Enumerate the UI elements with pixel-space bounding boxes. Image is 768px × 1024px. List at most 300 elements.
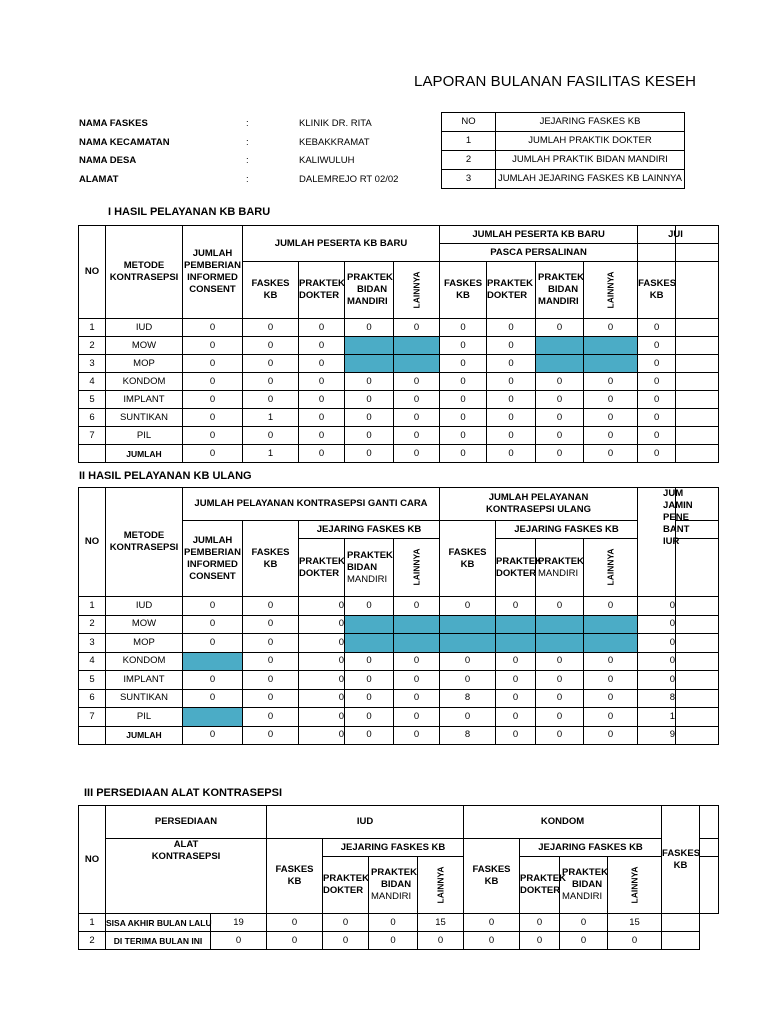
s3-header-kondom: KONDOM bbox=[464, 806, 662, 839]
value-cell: 0 bbox=[584, 427, 638, 445]
s3-header-persediaan: PERSEDIAAN bbox=[106, 806, 267, 839]
s1-header-faskes-line: FASKES bbox=[444, 278, 483, 289]
s1-header-consent bbox=[183, 226, 243, 319]
value-cell: 0 bbox=[183, 689, 243, 708]
value-cell: 0 bbox=[638, 634, 676, 653]
value-cell: 0 bbox=[584, 689, 638, 708]
table-row bbox=[79, 671, 719, 690]
value-cell: 0 bbox=[394, 319, 440, 337]
value-cell: 0 bbox=[638, 319, 676, 337]
table-row bbox=[79, 634, 719, 653]
s1-header-faskes-line: KB bbox=[649, 290, 664, 301]
info-value-faskes: KLINIK DR. RITA bbox=[299, 118, 372, 129]
s3-header-praktek-line: PRAKTEK bbox=[323, 873, 369, 884]
value-cell: 0 bbox=[536, 391, 584, 409]
s3-header-faskes bbox=[267, 839, 323, 914]
total-value: 0 bbox=[345, 726, 394, 745]
value-cell: 0 bbox=[584, 652, 638, 671]
value-cell: 0 bbox=[299, 597, 345, 616]
s3-header-faskes-line: FASKES bbox=[472, 864, 511, 875]
total-value: 1 bbox=[243, 445, 299, 463]
s3-header-faskes bbox=[662, 806, 700, 914]
s2-header-praktek-line: PRAKTEK bbox=[299, 555, 345, 567]
total-value: 0 bbox=[638, 445, 676, 463]
s1-header-metode-line: METODE bbox=[123, 260, 165, 271]
s3-header-praktek-line: MANDIRI bbox=[371, 891, 412, 902]
value-cell: 0 bbox=[584, 319, 638, 337]
row-number: 4 bbox=[79, 652, 106, 671]
row-number bbox=[79, 726, 106, 745]
section-1-table bbox=[78, 225, 719, 463]
jejaring-no: 1 bbox=[442, 132, 496, 151]
value-cell: 0 bbox=[638, 671, 676, 690]
highlight-cell bbox=[345, 615, 394, 634]
s2-header-metode bbox=[106, 488, 183, 597]
highlight-cell bbox=[536, 634, 584, 653]
info-value-desa: KALIWULUH bbox=[299, 155, 355, 166]
value-cell: 0 bbox=[487, 373, 536, 391]
row-number: 2 bbox=[79, 337, 106, 355]
table-row bbox=[79, 652, 719, 671]
value-cell: 0 bbox=[394, 391, 440, 409]
section-2-rows bbox=[79, 597, 719, 745]
value-cell: 0 bbox=[487, 409, 536, 427]
s1-header-praktek-line: MANDIRI bbox=[347, 296, 388, 307]
total-value: 0 bbox=[536, 445, 584, 463]
highlight-cell bbox=[584, 337, 638, 355]
s3-header-praktek-bidan bbox=[560, 857, 608, 914]
value-cell: 0 bbox=[638, 373, 676, 391]
value-cell: 0 bbox=[638, 652, 676, 671]
row-number: 1 bbox=[79, 914, 106, 932]
s1-header-praktek-line: DOKTER bbox=[487, 290, 528, 301]
value-cell: 0 bbox=[243, 355, 299, 373]
s2-header-praktek-line: PRAKTEK bbox=[538, 555, 584, 567]
value-cell: 0 bbox=[243, 708, 299, 727]
value-cell: 0 bbox=[536, 671, 584, 690]
table-row bbox=[79, 615, 719, 634]
value-cell: 0 bbox=[487, 355, 536, 373]
value-cell: 0 bbox=[345, 597, 394, 616]
s2-header-cut bbox=[638, 488, 693, 597]
value-cell: 0 bbox=[299, 671, 345, 690]
value-cell: 1 bbox=[638, 708, 676, 727]
s1-header-praktek-line: BIDAN bbox=[357, 284, 388, 295]
s3-header-faskes-line: FASKES bbox=[662, 847, 701, 859]
s2-header-consent bbox=[183, 521, 243, 597]
info-value-alamat: DALEMREJO RT 02/02 bbox=[299, 174, 399, 185]
value-cell: 0 bbox=[345, 689, 394, 708]
total-value: 0 bbox=[536, 726, 584, 745]
value-cell: 0 bbox=[369, 914, 418, 932]
value-cell: 0 bbox=[440, 337, 487, 355]
table-row bbox=[79, 319, 719, 337]
highlight-cell bbox=[440, 615, 496, 634]
highlight-cell bbox=[394, 634, 440, 653]
value-cell: 0 bbox=[299, 634, 345, 653]
spacer-cell bbox=[676, 445, 719, 463]
value-cell: 8 bbox=[440, 689, 496, 708]
jejaring-no: 3 bbox=[442, 170, 496, 189]
s1-header-lainnya bbox=[584, 262, 638, 319]
row-method: KONDOM bbox=[106, 373, 183, 391]
value-cell: 0 bbox=[584, 671, 638, 690]
s2-header-ulang-line: JUMLAH PELAYANAN bbox=[488, 492, 589, 503]
s1-header-praktek-line: PRAKTEK bbox=[299, 278, 345, 289]
s3-header-praktek-line: DOKTER bbox=[520, 885, 561, 896]
row-number: 6 bbox=[79, 409, 106, 427]
s2-header-praktek-dokter bbox=[496, 539, 542, 597]
value-cell: 0 bbox=[299, 355, 345, 373]
value-cell: 0 bbox=[638, 409, 676, 427]
total-value: 0 bbox=[345, 445, 394, 463]
info-label-alamat: ALAMAT bbox=[79, 174, 119, 185]
table-row bbox=[79, 708, 719, 727]
value-cell: 0 bbox=[299, 319, 345, 337]
s1-header-cut: JUI bbox=[638, 226, 676, 244]
value-cell: 0 bbox=[299, 373, 345, 391]
highlight-cell bbox=[536, 615, 584, 634]
s2-header-ulang bbox=[440, 488, 638, 521]
table-row bbox=[79, 337, 719, 355]
s1-header-consent-line: CONSENT bbox=[189, 284, 236, 295]
s2-header-jejaring: JEJARING FASKES KB bbox=[299, 521, 440, 539]
value-cell: 0 bbox=[345, 391, 394, 409]
value-cell: 0 bbox=[638, 615, 676, 634]
row-method: DI TERIMA BULAN INI bbox=[106, 932, 211, 950]
s1-header-lainnya-text: LAINNYA bbox=[605, 271, 616, 308]
s1-header-praktek-line: PRAKTEK bbox=[538, 272, 584, 283]
row-method: MOP bbox=[106, 634, 183, 653]
row-number: 3 bbox=[79, 355, 106, 373]
row-number: 6 bbox=[79, 689, 106, 708]
s1-header-metode-line: KONTRASEPSI bbox=[109, 272, 179, 283]
spacer-cell bbox=[676, 427, 719, 445]
s1-header-praktek-line: PRAKTEK bbox=[487, 278, 533, 289]
spacer-cell bbox=[676, 634, 719, 653]
value-cell: 0 bbox=[183, 373, 243, 391]
s3-header-faskes bbox=[464, 839, 520, 914]
value-cell: 0 bbox=[464, 914, 520, 932]
value-cell: 0 bbox=[243, 597, 299, 616]
highlight-cell bbox=[183, 652, 243, 671]
s3-header-jejaring: JEJARING FASKES KB bbox=[323, 839, 464, 857]
spacer-cell bbox=[676, 689, 719, 708]
total-value: 0 bbox=[496, 726, 536, 745]
value-cell: 0 bbox=[487, 319, 536, 337]
value-cell: 0 bbox=[638, 355, 676, 373]
value-cell: 0 bbox=[345, 409, 394, 427]
value-cell: 0 bbox=[183, 355, 243, 373]
value-cell: 0 bbox=[183, 615, 243, 634]
spacer-cell bbox=[676, 409, 719, 427]
s3-header-alat-line: ALAT bbox=[173, 839, 199, 850]
s1-header-praktek-line: PRAKTEK bbox=[347, 272, 393, 283]
info-colon: : bbox=[246, 174, 249, 185]
value-cell: 0 bbox=[345, 671, 394, 690]
value-cell: 0 bbox=[487, 391, 536, 409]
value-cell: 0 bbox=[243, 615, 299, 634]
s1-header-praktek-dokter bbox=[487, 262, 536, 319]
spacer-cell bbox=[676, 355, 719, 373]
s2-header-no: NO bbox=[79, 488, 106, 597]
s3-header-lainnya bbox=[608, 857, 662, 914]
value-cell: 0 bbox=[487, 427, 536, 445]
s3-header-faskes-line: KB bbox=[287, 876, 302, 887]
s2-header-lainnya bbox=[584, 539, 638, 597]
row-number: 4 bbox=[79, 373, 106, 391]
value-cell: 0 bbox=[584, 391, 638, 409]
total-value: 0 bbox=[299, 726, 345, 745]
s2-header-lainnya-text: LAINNYA bbox=[605, 548, 616, 586]
total-value: 8 bbox=[440, 726, 496, 745]
info-colon: : bbox=[246, 155, 249, 166]
value-cell: 0 bbox=[440, 355, 487, 373]
s1-header-faskes bbox=[638, 262, 676, 319]
value-cell: 0 bbox=[299, 427, 345, 445]
s2-header-cut-line: PENE bbox=[663, 512, 689, 523]
section-2-title: II HASIL PELAYANAN KB ULANG bbox=[79, 470, 252, 482]
value-cell: 0 bbox=[608, 932, 662, 950]
value-cell: 0 bbox=[394, 708, 440, 727]
highlight-cell bbox=[394, 615, 440, 634]
row-method: PIL bbox=[106, 427, 183, 445]
value-cell: 0 bbox=[394, 373, 440, 391]
spacer-cell bbox=[676, 337, 719, 355]
s1-header-no: NO bbox=[79, 226, 106, 319]
total-value: 0 bbox=[183, 726, 243, 745]
row-number bbox=[79, 445, 106, 463]
s3-header-lainnya-text: LAINNYA bbox=[435, 866, 446, 903]
row-method: SISA AKHIR BULAN LALU bbox=[106, 914, 211, 932]
s2-header-faskes-line: KB bbox=[263, 558, 278, 570]
row-number: 7 bbox=[79, 427, 106, 445]
s3-header-praktek-bidan bbox=[369, 857, 418, 914]
value-cell: 0 bbox=[394, 671, 440, 690]
s2-header-praktek-line: PRAKTEK bbox=[496, 555, 542, 567]
s3-header-faskes-line: FASKES bbox=[275, 864, 314, 875]
value-cell: 0 bbox=[536, 319, 584, 337]
s3-header-praktek-line: BIDAN bbox=[381, 879, 412, 890]
total-value: 0 bbox=[440, 445, 487, 463]
total-value: 0 bbox=[487, 445, 536, 463]
value-cell: 0 bbox=[440, 427, 487, 445]
highlight-cell bbox=[345, 337, 394, 355]
highlight-cell bbox=[496, 615, 536, 634]
s1-header-pasca: PASCA PERSALINAN bbox=[440, 244, 638, 262]
value-cell: 0 bbox=[487, 337, 536, 355]
s3-header-alat bbox=[106, 839, 267, 914]
s3-header-faskes-line: KB bbox=[484, 876, 499, 887]
value-cell: 0 bbox=[496, 671, 536, 690]
highlight-cell bbox=[584, 615, 638, 634]
s2-header-consent-line: CONSENT bbox=[189, 570, 236, 582]
row-number: 3 bbox=[79, 634, 106, 653]
s2-header-cut-line: BANT bbox=[663, 524, 690, 535]
row-number: 5 bbox=[79, 391, 106, 409]
table-row bbox=[79, 597, 719, 616]
value-cell: 0 bbox=[323, 932, 369, 950]
s1-header-consent-line: PEMBERIAN bbox=[183, 260, 241, 271]
table-row bbox=[79, 373, 719, 391]
value-cell: 0 bbox=[211, 932, 267, 950]
s2-header-lainnya bbox=[394, 539, 440, 597]
section-3-table bbox=[78, 805, 719, 950]
s2-header-cut-line: IUR bbox=[663, 536, 680, 547]
highlight-cell bbox=[440, 634, 496, 653]
value-cell: 0 bbox=[394, 427, 440, 445]
highlight-cell bbox=[394, 355, 440, 373]
s3-header-praktek-line: MANDIRI bbox=[562, 891, 603, 902]
s1-header-faskes bbox=[243, 262, 299, 319]
info-colon: : bbox=[246, 137, 249, 148]
value-cell: 0 bbox=[536, 373, 584, 391]
jejaring-label: JUMLAH PRAKTIK DOKTER bbox=[496, 132, 685, 151]
s2-header-metode-line: METODE bbox=[123, 530, 165, 541]
value-cell: 0 bbox=[440, 391, 487, 409]
total-value: 0 bbox=[584, 445, 638, 463]
value-cell: 0 bbox=[299, 689, 345, 708]
table-row bbox=[79, 355, 719, 373]
section-3-rows bbox=[79, 914, 719, 950]
s1-header-praktek-dokter bbox=[299, 262, 345, 319]
total-value: 9 bbox=[638, 726, 676, 745]
value-cell: 0 bbox=[560, 914, 608, 932]
value-cell: 0 bbox=[536, 427, 584, 445]
row-method: MOW bbox=[106, 615, 183, 634]
value-cell: 0 bbox=[560, 932, 608, 950]
value-cell: 0 bbox=[345, 652, 394, 671]
s2-header-cut-line: JAMIN bbox=[663, 500, 693, 511]
s2-header-praktek-line: PRAKTEK bbox=[347, 549, 393, 561]
value-cell: 0 bbox=[345, 708, 394, 727]
row-number: 1 bbox=[79, 319, 106, 337]
value-cell: 0 bbox=[536, 597, 584, 616]
value-cell: 0 bbox=[520, 932, 560, 950]
s2-header-ganti: JUMLAH PELAYANAN KONTRASEPSI GANTI CARA bbox=[183, 488, 440, 521]
value-cell: 0 bbox=[345, 427, 394, 445]
value-cell: 0 bbox=[183, 319, 243, 337]
value-cell: 0 bbox=[584, 373, 638, 391]
highlight-cell bbox=[496, 634, 536, 653]
s2-header-faskes bbox=[440, 521, 496, 597]
s3-header-lainnya bbox=[418, 857, 464, 914]
info-value-kecamatan: KEBAKKRAMAT bbox=[299, 137, 370, 148]
value-cell: 0 bbox=[243, 391, 299, 409]
value-cell: 0 bbox=[638, 427, 676, 445]
table-row bbox=[79, 391, 719, 409]
s2-header-metode-line: KONTRASEPSI bbox=[109, 542, 179, 553]
value-cell: 0 bbox=[394, 689, 440, 708]
spacer-cell bbox=[676, 597, 719, 616]
row-method: IMPLANT bbox=[106, 671, 183, 690]
value-cell: 0 bbox=[440, 652, 496, 671]
value-cell: 0 bbox=[496, 652, 536, 671]
spacer-cell bbox=[676, 726, 719, 745]
s3-header-praktek-dokter bbox=[520, 857, 566, 914]
s3-header-praktek-line: PRAKTEK bbox=[520, 873, 566, 884]
row-method: IUD bbox=[106, 319, 183, 337]
highlight-cell bbox=[345, 355, 394, 373]
value-cell: 15 bbox=[418, 914, 464, 932]
value-cell: 0 bbox=[267, 914, 323, 932]
value-cell: 0 bbox=[440, 409, 487, 427]
total-row bbox=[79, 445, 719, 463]
value-cell: 0 bbox=[638, 391, 676, 409]
table-row bbox=[79, 914, 719, 932]
s1-header-praktek-bidan bbox=[536, 262, 584, 319]
total-row bbox=[79, 726, 719, 745]
value-cell: 0 bbox=[638, 337, 676, 355]
value-cell: 0 bbox=[394, 652, 440, 671]
jejaring-table bbox=[441, 112, 685, 189]
s2-header-consent-line: PEMBERIAN bbox=[183, 546, 241, 558]
row-number: 7 bbox=[79, 708, 106, 727]
s1-header-lainnya-text: LAINNYA bbox=[411, 271, 422, 308]
highlight-cell bbox=[345, 634, 394, 653]
value-cell: 0 bbox=[243, 337, 299, 355]
total-label: JUMLAH bbox=[106, 445, 183, 463]
spacer-cell bbox=[676, 373, 719, 391]
s2-header-consent-line: JUMLAH bbox=[192, 534, 233, 546]
s3-header-praktek-line: PRAKTEK bbox=[371, 867, 417, 878]
value-cell: 0 bbox=[183, 597, 243, 616]
s1-header-praktek-line: DOKTER bbox=[299, 290, 340, 301]
section-2-table bbox=[78, 487, 719, 745]
s1-header-consent-line: INFORMED bbox=[187, 272, 238, 283]
spacer-cell bbox=[676, 391, 719, 409]
value-cell: 0 bbox=[299, 708, 345, 727]
total-value: 0 bbox=[299, 445, 345, 463]
s2-header-praktek-line: DOKTER bbox=[299, 567, 340, 579]
value-cell: 0 bbox=[299, 615, 345, 634]
s3-header-no: NO bbox=[79, 806, 106, 914]
spacer-cell bbox=[662, 914, 700, 932]
jejaring-header-no: NO bbox=[442, 113, 496, 132]
value-cell: 0 bbox=[536, 652, 584, 671]
s3-header-praktek-line: PRAKTEK bbox=[562, 867, 608, 878]
row-method: MOW bbox=[106, 337, 183, 355]
s1-header-pasca-top: JUMLAH PESERTA KB BARU bbox=[440, 226, 638, 244]
s1-header-faskes-line: KB bbox=[456, 290, 470, 301]
value-cell: 0 bbox=[440, 597, 496, 616]
total-label: JUMLAH bbox=[106, 726, 183, 745]
value-cell: 0 bbox=[440, 373, 487, 391]
value-cell: 0 bbox=[243, 652, 299, 671]
value-cell: 0 bbox=[345, 373, 394, 391]
row-method: SUNTIKAN bbox=[106, 689, 183, 708]
highlight-cell bbox=[536, 355, 584, 373]
row-method: KONDOM bbox=[106, 652, 183, 671]
value-cell: 0 bbox=[323, 914, 369, 932]
total-value: 0 bbox=[584, 726, 638, 745]
s3-header-praktek-line: BIDAN bbox=[572, 879, 603, 890]
section-1-title: I HASIL PELAYANAN KB BARU bbox=[108, 206, 271, 218]
info-label-desa: NAMA DESA bbox=[79, 155, 137, 166]
table-row bbox=[79, 409, 719, 427]
value-cell: 0 bbox=[464, 932, 520, 950]
value-cell: 0 bbox=[243, 319, 299, 337]
section-1-rows bbox=[79, 319, 719, 463]
highlight-cell bbox=[394, 337, 440, 355]
value-cell: 0 bbox=[394, 409, 440, 427]
s2-header-praktek-line: MANDIRI bbox=[347, 573, 388, 585]
value-cell: 0 bbox=[299, 391, 345, 409]
row-number: 1 bbox=[79, 597, 106, 616]
value-cell: 0 bbox=[418, 932, 464, 950]
value-cell: 0 bbox=[183, 409, 243, 427]
total-value: 0 bbox=[394, 445, 440, 463]
